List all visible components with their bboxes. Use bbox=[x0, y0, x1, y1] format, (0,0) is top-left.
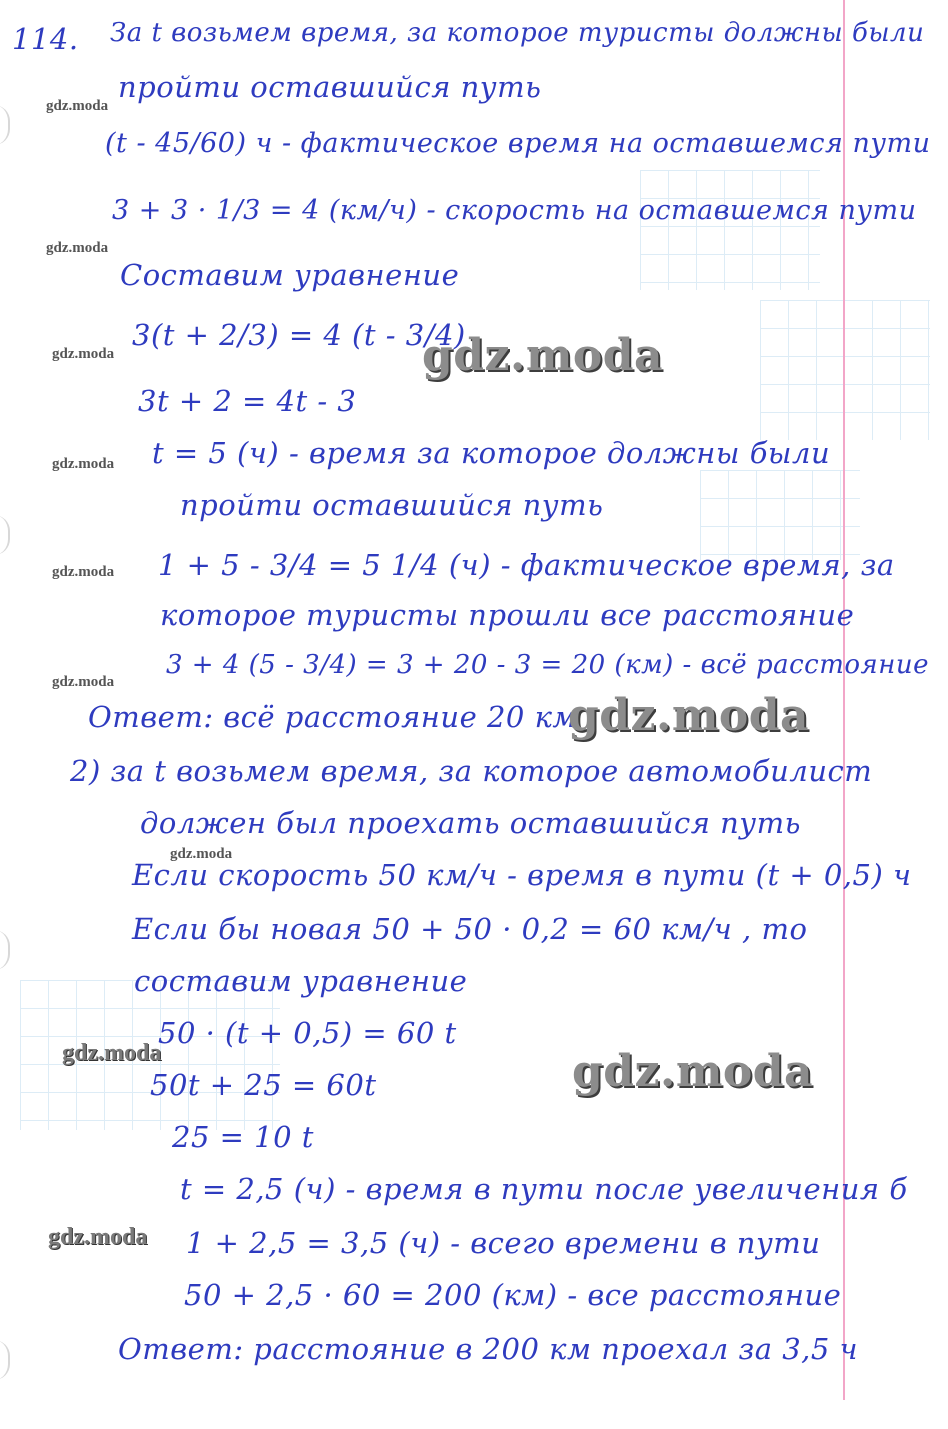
solution-line: Составим уравнение bbox=[120, 258, 460, 292]
solution-line: 2) за t возьмем время, за которое автомобилист bbox=[70, 754, 873, 788]
watermark-large: gdz.moda bbox=[422, 330, 664, 381]
solution-line: Если бы новая 50 + 50 · 0,2 = 60 км/ч , то bbox=[132, 912, 808, 946]
solution-line: которое туристы прошли все расстояние bbox=[160, 598, 855, 632]
watermark-small: gdz.moda bbox=[52, 456, 115, 472]
solution-line: 1 + 5 - 3/4 = 5 1/4 (ч) - фактическое время, за bbox=[158, 548, 895, 582]
solution-line: 3t + 2 = 4t - 3 bbox=[138, 384, 357, 418]
solution-line: 3 + 3 · 1/3 = 4 (км/ч) - скорость на оставшемся пути bbox=[112, 195, 917, 226]
solution-line: должен был проехать оставшийся путь bbox=[140, 806, 801, 840]
watermark-small: gdz.moda bbox=[52, 564, 115, 580]
watermark-small: gdz.moda bbox=[52, 674, 115, 690]
watermark-small: gdz.moda bbox=[52, 346, 115, 362]
grid-patch bbox=[760, 300, 930, 440]
solution-line: 50 + 2,5 · 60 = 200 (км) - все расстояние bbox=[184, 1278, 842, 1312]
punch-hole bbox=[0, 930, 10, 970]
solution-line: Если скорость 50 км/ч - время в пути (t + 0,5) ч bbox=[132, 858, 912, 892]
answer-line: Ответ: всё расстояние 20 км bbox=[88, 700, 577, 734]
watermark-large: gdz.moda bbox=[568, 690, 810, 741]
punch-hole bbox=[0, 105, 10, 145]
solution-line: 1 + 2,5 = 3,5 (ч) - всего времени в пути bbox=[186, 1226, 821, 1260]
solution-line: пройти оставшийся путь bbox=[180, 488, 604, 522]
watermark-small: gdz.moda bbox=[46, 98, 109, 114]
solution-line: 50 · (t + 0,5) = 60 t bbox=[158, 1016, 457, 1050]
watermark-small: gdz.moda bbox=[170, 846, 233, 862]
watermark-small: gdz.moda bbox=[46, 240, 109, 256]
watermark-medium: gdz.moda bbox=[62, 1040, 162, 1066]
punch-hole bbox=[0, 515, 10, 555]
problem-number: 114. bbox=[12, 22, 79, 56]
solution-line: (t - 45/60) ч - фактическое время на оставшемся пути bbox=[105, 128, 931, 159]
punch-hole bbox=[0, 1340, 10, 1380]
solution-line: За t возьмем время, за которое туристы должны были bbox=[110, 18, 925, 48]
watermark-medium: gdz.moda bbox=[48, 1224, 148, 1250]
solution-line: составим уравнение bbox=[134, 964, 468, 998]
watermark-large: gdz.moda bbox=[572, 1046, 814, 1097]
grid-patch bbox=[700, 470, 860, 560]
solution-line: 3(t + 2/3) = 4 (t - 3/4) bbox=[132, 318, 466, 352]
solution-line: t = 2,5 (ч) - время в пути после увеличения б bbox=[180, 1172, 908, 1206]
solution-line: 50t + 25 = 60t bbox=[150, 1068, 377, 1102]
solution-line: t = 5 (ч) - время за которое должны были bbox=[152, 436, 831, 470]
grid-patch bbox=[640, 170, 820, 290]
solution-line: пройти оставшийся путь bbox=[118, 70, 542, 104]
solution-line: 3 + 4 (5 - 3/4) = 3 + 20 - 3 = 20 (км) - всё расстояние bbox=[166, 650, 930, 680]
answer-line: Ответ: расстояние в 200 км проехал за 3,5 ч bbox=[118, 1332, 859, 1366]
solution-line: 25 = 10 t bbox=[172, 1120, 314, 1154]
